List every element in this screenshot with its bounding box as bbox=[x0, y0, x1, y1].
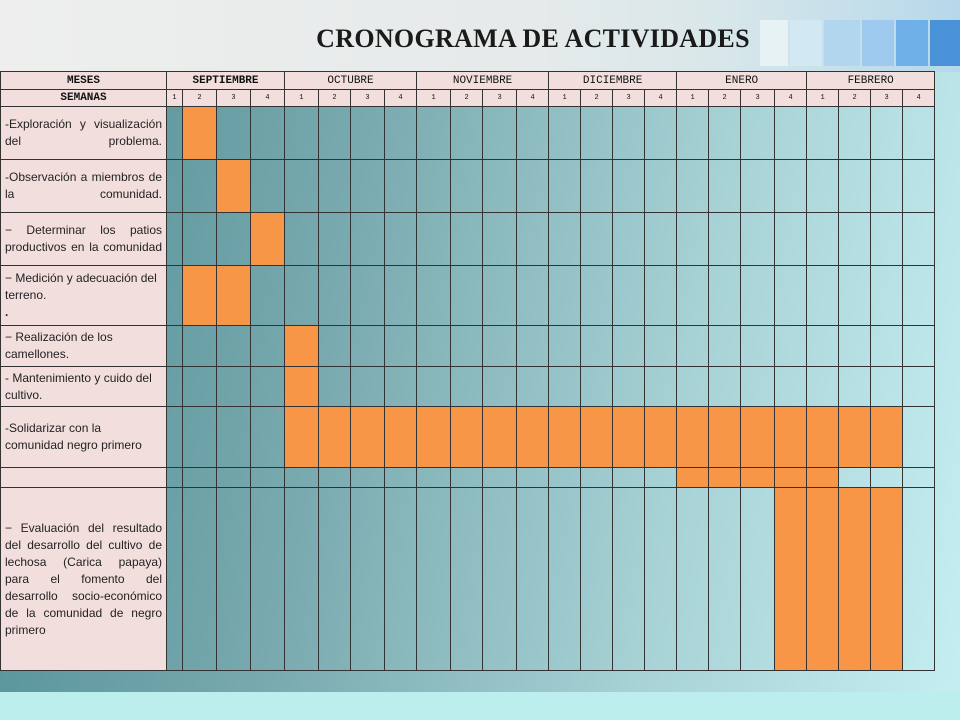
week-cell bbox=[167, 107, 183, 160]
week-cell bbox=[645, 468, 677, 488]
week-cell bbox=[167, 213, 183, 266]
week-cell bbox=[351, 213, 385, 266]
week-cell bbox=[613, 266, 645, 326]
scheduled-week-cell bbox=[351, 407, 385, 468]
week-header: 1 bbox=[285, 90, 319, 107]
week-cell bbox=[385, 266, 417, 326]
week-cell bbox=[549, 213, 581, 266]
scheduled-week-cell bbox=[775, 468, 807, 488]
scheduled-week-cell bbox=[677, 468, 709, 488]
activity-row bbox=[1, 213, 935, 266]
week-cell bbox=[549, 468, 581, 488]
week-cell bbox=[645, 160, 677, 213]
scheduled-week-cell bbox=[285, 367, 319, 407]
week-cell bbox=[167, 468, 183, 488]
scheduled-week-cell bbox=[871, 407, 903, 468]
week-cell bbox=[351, 266, 385, 326]
weeks-row bbox=[1, 90, 935, 107]
week-header: 4 bbox=[903, 90, 935, 107]
scheduled-week-cell bbox=[451, 407, 483, 468]
months-row bbox=[1, 72, 935, 90]
week-cell bbox=[251, 488, 285, 671]
week-cell bbox=[581, 326, 613, 367]
week-header: 2 bbox=[451, 90, 483, 107]
activity-cell bbox=[1, 266, 167, 326]
week-cell bbox=[319, 367, 351, 407]
week-cell bbox=[217, 468, 251, 488]
week-cell bbox=[217, 326, 251, 367]
week-cell bbox=[741, 107, 775, 160]
scheduled-week-cell bbox=[807, 407, 839, 468]
week-cell bbox=[285, 266, 319, 326]
week-cell bbox=[677, 160, 709, 213]
week-cell bbox=[451, 468, 483, 488]
scheduled-week-cell bbox=[417, 407, 451, 468]
week-cell bbox=[807, 213, 839, 266]
week-cell bbox=[251, 266, 285, 326]
week-cell bbox=[903, 367, 935, 407]
week-cell bbox=[839, 107, 871, 160]
scheduled-week-cell bbox=[775, 407, 807, 468]
scheduled-week-cell bbox=[251, 213, 285, 266]
page-title: CRONOGRAMA DE ACTIVIDADES bbox=[316, 24, 750, 53]
week-cell bbox=[351, 160, 385, 213]
week-cell bbox=[483, 468, 517, 488]
activity-row bbox=[1, 488, 935, 671]
week-cell bbox=[709, 488, 741, 671]
week-cell bbox=[677, 266, 709, 326]
week-cell bbox=[451, 107, 483, 160]
week-cell bbox=[385, 468, 417, 488]
week-cell bbox=[807, 266, 839, 326]
week-cell bbox=[167, 160, 183, 213]
week-cell bbox=[613, 107, 645, 160]
week-cell bbox=[385, 367, 417, 407]
week-cell bbox=[775, 213, 807, 266]
scheduled-week-cell bbox=[839, 407, 871, 468]
week-cell bbox=[483, 160, 517, 213]
week-cell bbox=[517, 266, 549, 326]
week-cell bbox=[871, 266, 903, 326]
week-cell bbox=[217, 407, 251, 468]
week-cell bbox=[581, 367, 613, 407]
week-header: 2 bbox=[183, 90, 217, 107]
week-cell bbox=[871, 468, 903, 488]
week-cell bbox=[581, 266, 613, 326]
week-cell bbox=[451, 266, 483, 326]
week-cell bbox=[903, 407, 935, 468]
scheduled-week-cell bbox=[483, 407, 517, 468]
week-cell bbox=[351, 488, 385, 671]
week-cell bbox=[183, 407, 217, 468]
week-cell bbox=[285, 160, 319, 213]
week-cell bbox=[839, 213, 871, 266]
week-cell bbox=[417, 367, 451, 407]
activity-row bbox=[1, 407, 935, 468]
week-cell bbox=[251, 468, 285, 488]
week-cell bbox=[581, 213, 613, 266]
week-cell bbox=[451, 326, 483, 367]
scheduled-week-cell bbox=[385, 407, 417, 468]
week-cell bbox=[167, 407, 183, 468]
week-cell bbox=[417, 326, 451, 367]
week-cell bbox=[613, 326, 645, 367]
week-cell bbox=[677, 326, 709, 367]
week-cell bbox=[319, 468, 351, 488]
week-cell bbox=[417, 488, 451, 671]
week-cell bbox=[709, 326, 741, 367]
activity-cell bbox=[1, 107, 167, 160]
week-cell bbox=[167, 326, 183, 367]
schedule-table bbox=[0, 71, 935, 671]
week-cell bbox=[217, 367, 251, 407]
week-cell bbox=[483, 367, 517, 407]
week-cell bbox=[903, 266, 935, 326]
week-cell bbox=[285, 107, 319, 160]
week-cell bbox=[903, 107, 935, 160]
week-cell bbox=[385, 160, 417, 213]
week-cell bbox=[807, 160, 839, 213]
week-cell bbox=[385, 213, 417, 266]
week-cell bbox=[319, 160, 351, 213]
scheduled-week-cell bbox=[807, 468, 839, 488]
week-cell bbox=[451, 213, 483, 266]
week-header: 2 bbox=[839, 90, 871, 107]
week-cell bbox=[517, 367, 549, 407]
week-cell bbox=[217, 488, 251, 671]
week-cell bbox=[319, 107, 351, 160]
week-cell bbox=[319, 488, 351, 671]
activity-label: -Solidarizar con la comunidad negro primero bbox=[5, 421, 142, 452]
week-cell bbox=[251, 107, 285, 160]
week-header: 2 bbox=[581, 90, 613, 107]
week-cell bbox=[319, 213, 351, 266]
week-cell bbox=[183, 488, 217, 671]
week-cell bbox=[319, 326, 351, 367]
week-header: 2 bbox=[319, 90, 351, 107]
week-cell bbox=[677, 488, 709, 671]
week-cell bbox=[903, 326, 935, 367]
scheduled-week-cell bbox=[839, 488, 871, 671]
scheduled-week-cell bbox=[217, 266, 251, 326]
week-cell bbox=[483, 107, 517, 160]
activity-label: -Exploración y visualización del problema. bbox=[5, 117, 162, 148]
activity-row bbox=[1, 107, 935, 160]
week-cell bbox=[581, 488, 613, 671]
week-cell bbox=[417, 160, 451, 213]
activity-label: − Determinar los patios productivos en la comunidad bbox=[5, 223, 162, 254]
week-cell bbox=[839, 468, 871, 488]
month-header: ENERO bbox=[677, 72, 807, 90]
week-cell bbox=[871, 326, 903, 367]
week-cell bbox=[351, 326, 385, 367]
activity-row bbox=[1, 326, 935, 367]
week-cell bbox=[385, 326, 417, 367]
week-cell bbox=[645, 367, 677, 407]
week-cell bbox=[807, 326, 839, 367]
week-cell bbox=[167, 266, 183, 326]
week-cell bbox=[677, 107, 709, 160]
week-cell bbox=[549, 326, 581, 367]
week-cell bbox=[613, 488, 645, 671]
scheduled-week-cell bbox=[741, 468, 775, 488]
scheduled-week-cell bbox=[285, 407, 319, 468]
activity-row bbox=[1, 266, 935, 326]
week-cell bbox=[775, 266, 807, 326]
week-header: 2 bbox=[709, 90, 741, 107]
week-cell bbox=[645, 107, 677, 160]
week-header: 1 bbox=[807, 90, 839, 107]
week-cell bbox=[417, 266, 451, 326]
week-cell bbox=[417, 468, 451, 488]
scheduled-week-cell bbox=[183, 266, 217, 326]
week-cell bbox=[741, 488, 775, 671]
week-cell bbox=[871, 160, 903, 213]
week-header: 1 bbox=[549, 90, 581, 107]
activity-row bbox=[1, 468, 935, 488]
scheduled-week-cell bbox=[775, 488, 807, 671]
week-cell bbox=[839, 326, 871, 367]
week-cell bbox=[741, 160, 775, 213]
week-cell bbox=[285, 213, 319, 266]
scheduled-week-cell bbox=[645, 407, 677, 468]
week-cell bbox=[217, 107, 251, 160]
week-cell bbox=[581, 107, 613, 160]
week-cell bbox=[677, 367, 709, 407]
week-cell bbox=[483, 488, 517, 671]
activity-label: − Medición y adecuación del terreno. bbox=[5, 271, 157, 302]
scheduled-week-cell bbox=[183, 107, 217, 160]
week-cell bbox=[903, 213, 935, 266]
week-cell bbox=[549, 160, 581, 213]
week-cell bbox=[807, 107, 839, 160]
activity-row bbox=[1, 160, 935, 213]
activity-label: − Realización de los camellones. bbox=[5, 330, 113, 361]
week-cell bbox=[741, 367, 775, 407]
week-cell bbox=[645, 326, 677, 367]
week-cell bbox=[517, 488, 549, 671]
week-cell bbox=[183, 213, 217, 266]
week-cell bbox=[645, 488, 677, 671]
week-cell bbox=[483, 266, 517, 326]
scheduled-week-cell bbox=[517, 407, 549, 468]
week-cell bbox=[709, 266, 741, 326]
scheduled-week-cell bbox=[709, 468, 741, 488]
week-cell bbox=[871, 213, 903, 266]
month-header: FEBRERO bbox=[807, 72, 935, 90]
week-header: 3 bbox=[351, 90, 385, 107]
scheduled-week-cell bbox=[807, 488, 839, 671]
scheduled-week-cell bbox=[871, 488, 903, 671]
activity-label: -Observación a miembros de la comunidad. bbox=[5, 170, 162, 201]
week-cell bbox=[183, 367, 217, 407]
week-header: 3 bbox=[741, 90, 775, 107]
week-cell bbox=[613, 160, 645, 213]
week-cell bbox=[167, 367, 183, 407]
week-cell bbox=[871, 367, 903, 407]
week-cell bbox=[677, 213, 709, 266]
week-cell bbox=[613, 213, 645, 266]
activity-cell bbox=[1, 407, 167, 468]
week-header: 3 bbox=[217, 90, 251, 107]
week-cell bbox=[709, 367, 741, 407]
bottom-strip bbox=[0, 692, 960, 720]
week-cell bbox=[417, 107, 451, 160]
week-cell bbox=[517, 213, 549, 266]
week-cell bbox=[645, 266, 677, 326]
week-cell bbox=[741, 266, 775, 326]
week-cell bbox=[183, 468, 217, 488]
week-cell bbox=[483, 326, 517, 367]
meses-label: MESES bbox=[1, 72, 167, 90]
week-cell bbox=[613, 367, 645, 407]
week-cell bbox=[385, 107, 417, 160]
scheduled-week-cell bbox=[581, 407, 613, 468]
week-cell bbox=[517, 468, 549, 488]
week-header: 3 bbox=[871, 90, 903, 107]
week-cell bbox=[251, 326, 285, 367]
activity-extra: . bbox=[5, 305, 9, 319]
month-header: DICIEMBRE bbox=[549, 72, 677, 90]
week-cell bbox=[613, 468, 645, 488]
activity-cell bbox=[1, 213, 167, 266]
week-cell bbox=[839, 367, 871, 407]
week-cell bbox=[839, 266, 871, 326]
scheduled-week-cell bbox=[677, 407, 709, 468]
week-cell bbox=[775, 107, 807, 160]
week-header: 3 bbox=[613, 90, 645, 107]
week-cell bbox=[183, 326, 217, 367]
week-cell bbox=[167, 488, 183, 671]
scheduled-week-cell bbox=[741, 407, 775, 468]
week-cell bbox=[709, 213, 741, 266]
week-cell bbox=[251, 367, 285, 407]
week-cell bbox=[451, 488, 483, 671]
week-cell bbox=[285, 468, 319, 488]
activity-label: − Evaluación del resultado del desarrollo del cultivo de lechosa (Carica papaya) para el fomento del desarrollo socio-económico de la comunidad de negro primero bbox=[5, 520, 162, 637]
activity-cell bbox=[1, 488, 167, 671]
scheduled-week-cell bbox=[285, 326, 319, 367]
week-header: 4 bbox=[517, 90, 549, 107]
week-cell bbox=[483, 213, 517, 266]
activity-row bbox=[1, 367, 935, 407]
week-cell bbox=[741, 326, 775, 367]
week-cell bbox=[807, 367, 839, 407]
week-header: 4 bbox=[645, 90, 677, 107]
week-cell bbox=[183, 160, 217, 213]
week-cell bbox=[549, 488, 581, 671]
week-cell bbox=[775, 160, 807, 213]
week-cell bbox=[549, 107, 581, 160]
scheduled-week-cell bbox=[217, 160, 251, 213]
week-cell bbox=[517, 326, 549, 367]
week-cell bbox=[645, 213, 677, 266]
week-cell bbox=[517, 160, 549, 213]
week-cell bbox=[775, 326, 807, 367]
week-cell bbox=[709, 160, 741, 213]
week-cell bbox=[385, 488, 417, 671]
week-cell bbox=[251, 160, 285, 213]
week-cell bbox=[451, 160, 483, 213]
week-cell bbox=[903, 160, 935, 213]
activity-cell bbox=[1, 468, 167, 488]
week-cell bbox=[417, 213, 451, 266]
week-cell bbox=[319, 266, 351, 326]
week-cell bbox=[871, 107, 903, 160]
week-cell bbox=[549, 367, 581, 407]
week-header: 4 bbox=[775, 90, 807, 107]
week-header: 1 bbox=[167, 90, 183, 107]
month-header: OCTUBRE bbox=[285, 72, 417, 90]
week-cell bbox=[351, 468, 385, 488]
week-cell bbox=[285, 488, 319, 671]
week-cell bbox=[581, 468, 613, 488]
activity-label: - Mantenimiento y cuido del cultivo. bbox=[5, 370, 152, 402]
week-cell bbox=[451, 367, 483, 407]
week-header: 4 bbox=[385, 90, 417, 107]
scheduled-week-cell bbox=[319, 407, 351, 468]
activity-cell bbox=[1, 367, 167, 407]
activity-cell bbox=[1, 326, 167, 367]
week-cell bbox=[217, 213, 251, 266]
week-cell bbox=[839, 160, 871, 213]
week-cell bbox=[581, 160, 613, 213]
scheduled-week-cell bbox=[709, 407, 741, 468]
week-header: 4 bbox=[251, 90, 285, 107]
week-cell bbox=[517, 107, 549, 160]
month-header: SEPTIEMBRE bbox=[167, 72, 285, 90]
week-cell bbox=[709, 107, 741, 160]
week-cell bbox=[903, 468, 935, 488]
week-cell bbox=[351, 107, 385, 160]
week-cell bbox=[903, 488, 935, 671]
week-cell bbox=[351, 367, 385, 407]
scheduled-week-cell bbox=[613, 407, 645, 468]
week-cell bbox=[251, 407, 285, 468]
month-header: NOVIEMBRE bbox=[417, 72, 549, 90]
week-cell bbox=[549, 266, 581, 326]
semanas-label: SEMANAS bbox=[1, 90, 167, 107]
week-cell bbox=[741, 213, 775, 266]
week-cell bbox=[775, 367, 807, 407]
activity-cell bbox=[1, 160, 167, 213]
scheduled-week-cell bbox=[549, 407, 581, 468]
week-header: 1 bbox=[677, 90, 709, 107]
week-header: 3 bbox=[483, 90, 517, 107]
week-header: 1 bbox=[417, 90, 451, 107]
